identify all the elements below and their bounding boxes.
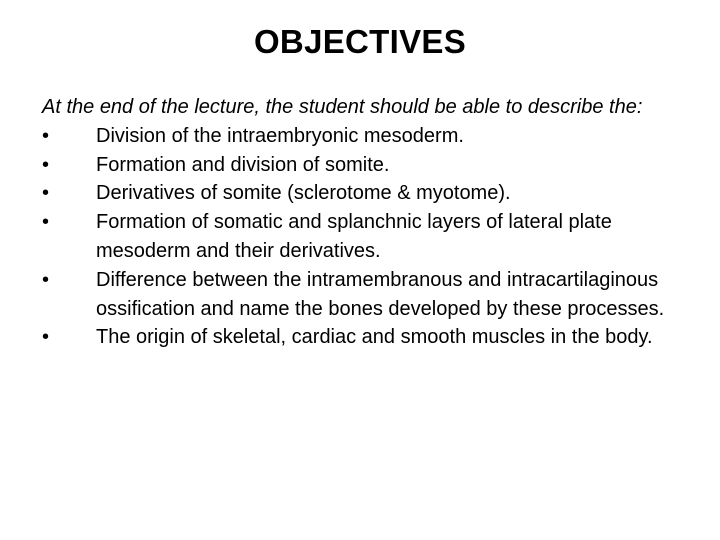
list-item [42, 122, 702, 151]
bullet-icon: • [42, 182, 50, 205]
bullet-icon: • [42, 211, 50, 234]
list-item-text: Difference between the intramembranous and intracartilaginous ossification and name the bones developed by these processes. [96, 268, 665, 320]
list-item-text: The origin of skeletal, cardiac and smooth muscles in the body. [96, 326, 653, 349]
list-item-text: Formation of somatic and splanchnic layers of lateral plate mesoderm and their derivatives. [96, 211, 612, 262]
objectives-list [42, 122, 702, 352]
slide-title: OBJECTIVES [253, 23, 467, 60]
bullet-icon: • [42, 153, 50, 176]
list-item [42, 179, 702, 208]
bullet-icon: • [42, 268, 50, 291]
bullet-icon: • [42, 326, 50, 349]
intro-text: At the end of the lecture, the student should be able to describe the: [42, 96, 643, 118]
list-item [42, 323, 702, 352]
bullet-icon: • [42, 124, 50, 147]
list-item [42, 266, 702, 324]
list-item-text: Division of the intraembryonic mesoderm. [96, 124, 464, 147]
list-item-text: Formation and division of somite. [96, 153, 390, 176]
list-item [42, 208, 702, 266]
slide-body [42, 93, 702, 352]
list-item [42, 151, 702, 180]
list-item-text: Derivatives of somite (sclerotome & myotome). [96, 182, 511, 205]
